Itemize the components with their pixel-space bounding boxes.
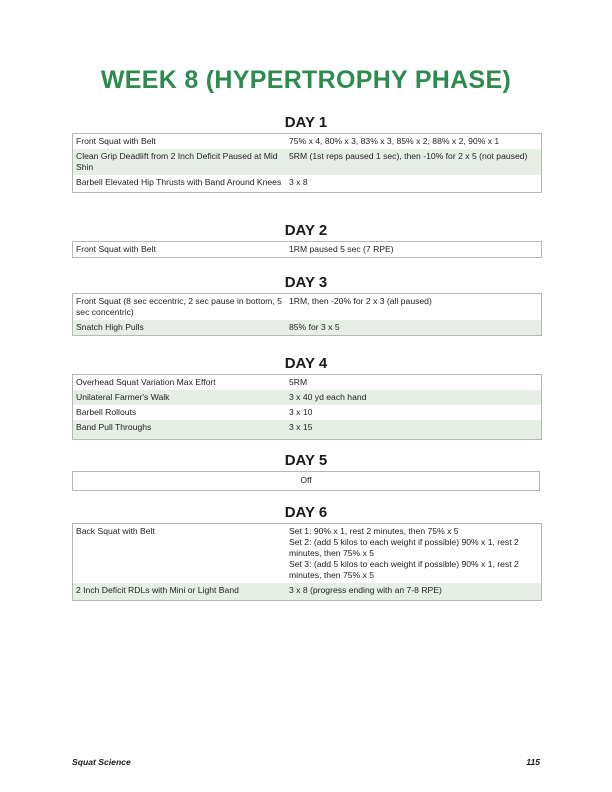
off-cell: Off — [300, 475, 312, 485]
table-row — [73, 583, 542, 601]
set-line: Set 2: (add 5 kilos to each weight if possible) 90% x 1, rest 2 minutes, then 75% x 5 — [289, 537, 519, 558]
exercise-cell: Band Pull Throughs — [73, 420, 287, 440]
day-2-section — [72, 222, 540, 258]
workout-table — [72, 471, 540, 491]
table-row — [73, 405, 542, 420]
day-3-section — [72, 274, 540, 336]
exercise-cell: Snatch High Pulls — [73, 320, 287, 336]
day-title: DAY 6 — [284, 504, 328, 521]
footer-book-title: Squat Science — [72, 757, 131, 767]
table-row — [73, 294, 542, 321]
table-row — [73, 320, 542, 336]
exercise-cell: Barbell Elevated Hip Thrusts with Band Around Knees — [76, 177, 282, 187]
set-line: Set 1: 90% x 1, rest 2 minutes, then 75% x 5 — [289, 526, 459, 536]
exercise-cell: 2 Inch Deficit RDLs with Mini or Light Band — [73, 583, 287, 601]
page-title: WEEK 8 (HYPERTROPHY PHASE) — [100, 66, 512, 94]
prescription-cell: 75% x 4, 80% x 3, 83% x 3, 85% x 2, 88% x 2, 90% x 1 — [289, 136, 500, 146]
page-number: 115 — [526, 757, 540, 767]
day-title: DAY 5 — [284, 452, 328, 469]
prescription-cell: 1RM paused 5 sec (7 RPE) — [289, 244, 394, 254]
exercise-cell: Clean Grip Deadlift from 2 Inch Deficit Paused at Mid Shin — [73, 149, 287, 175]
workout-table — [72, 293, 542, 336]
day-title: DAY 4 — [284, 355, 328, 372]
day-title: DAY 1 — [284, 114, 328, 131]
exercise-cell: Unilateral Farmer's Walk — [73, 390, 287, 405]
table-row — [73, 420, 542, 440]
workout-table — [72, 523, 542, 601]
table-row — [73, 175, 542, 193]
day-4-section — [72, 355, 540, 440]
prescription-cell: 3 x 15 — [286, 420, 542, 440]
day-6-section — [72, 504, 540, 601]
set-line: Set 3: (add 5 kilos to each weight if possible) 90% x 1, rest 2 minutes, then 75% x 5 — [289, 559, 519, 580]
exercise-cell: Front Squat with Belt — [76, 136, 156, 146]
prescription-cell: 5RM — [289, 377, 308, 387]
table-row — [73, 149, 542, 175]
exercise-cell: Barbell Rollouts — [76, 407, 137, 417]
table-row — [73, 134, 542, 150]
table-row — [73, 390, 542, 405]
exercise-cell: Front Squat with Belt — [76, 244, 156, 254]
table-row — [73, 472, 540, 491]
exercise-cell: Front Squat (8 sec eccentric, 2 sec pause in bottom, 5 sec concentric) — [76, 296, 282, 317]
day-1-section — [72, 114, 540, 193]
day-title: DAY 2 — [284, 222, 328, 239]
prescription-cell: 3 x 8 (progress ending with an 7-8 RPE) — [286, 583, 542, 601]
exercise-cell: Overhead Squat Variation Max Effort — [76, 377, 216, 387]
workout-table — [72, 374, 542, 440]
prescription-cell — [286, 524, 542, 584]
workout-table — [72, 133, 542, 193]
workout-table — [72, 241, 542, 258]
prescription-cell: 3 x 8 — [289, 177, 308, 187]
prescription-cell: 85% for 3 x 5 — [286, 320, 542, 336]
day-5-section — [72, 452, 540, 491]
exercise-cell: Back Squat with Belt — [76, 526, 155, 536]
prescription-cell: 3 x 40 yd each hand — [286, 390, 542, 405]
prescription-cell: 1RM, then -20% for 2 x 3 (all paused) — [289, 296, 432, 306]
table-row — [73, 375, 542, 391]
prescription-cell: 3 x 10 — [289, 407, 313, 417]
prescription-cell: 5RM (1st reps paused 1 sec), then -10% for 2 x 5 (not paused) — [286, 149, 542, 175]
day-title: DAY 3 — [284, 274, 328, 291]
table-row — [73, 242, 542, 258]
table-row — [73, 524, 542, 584]
